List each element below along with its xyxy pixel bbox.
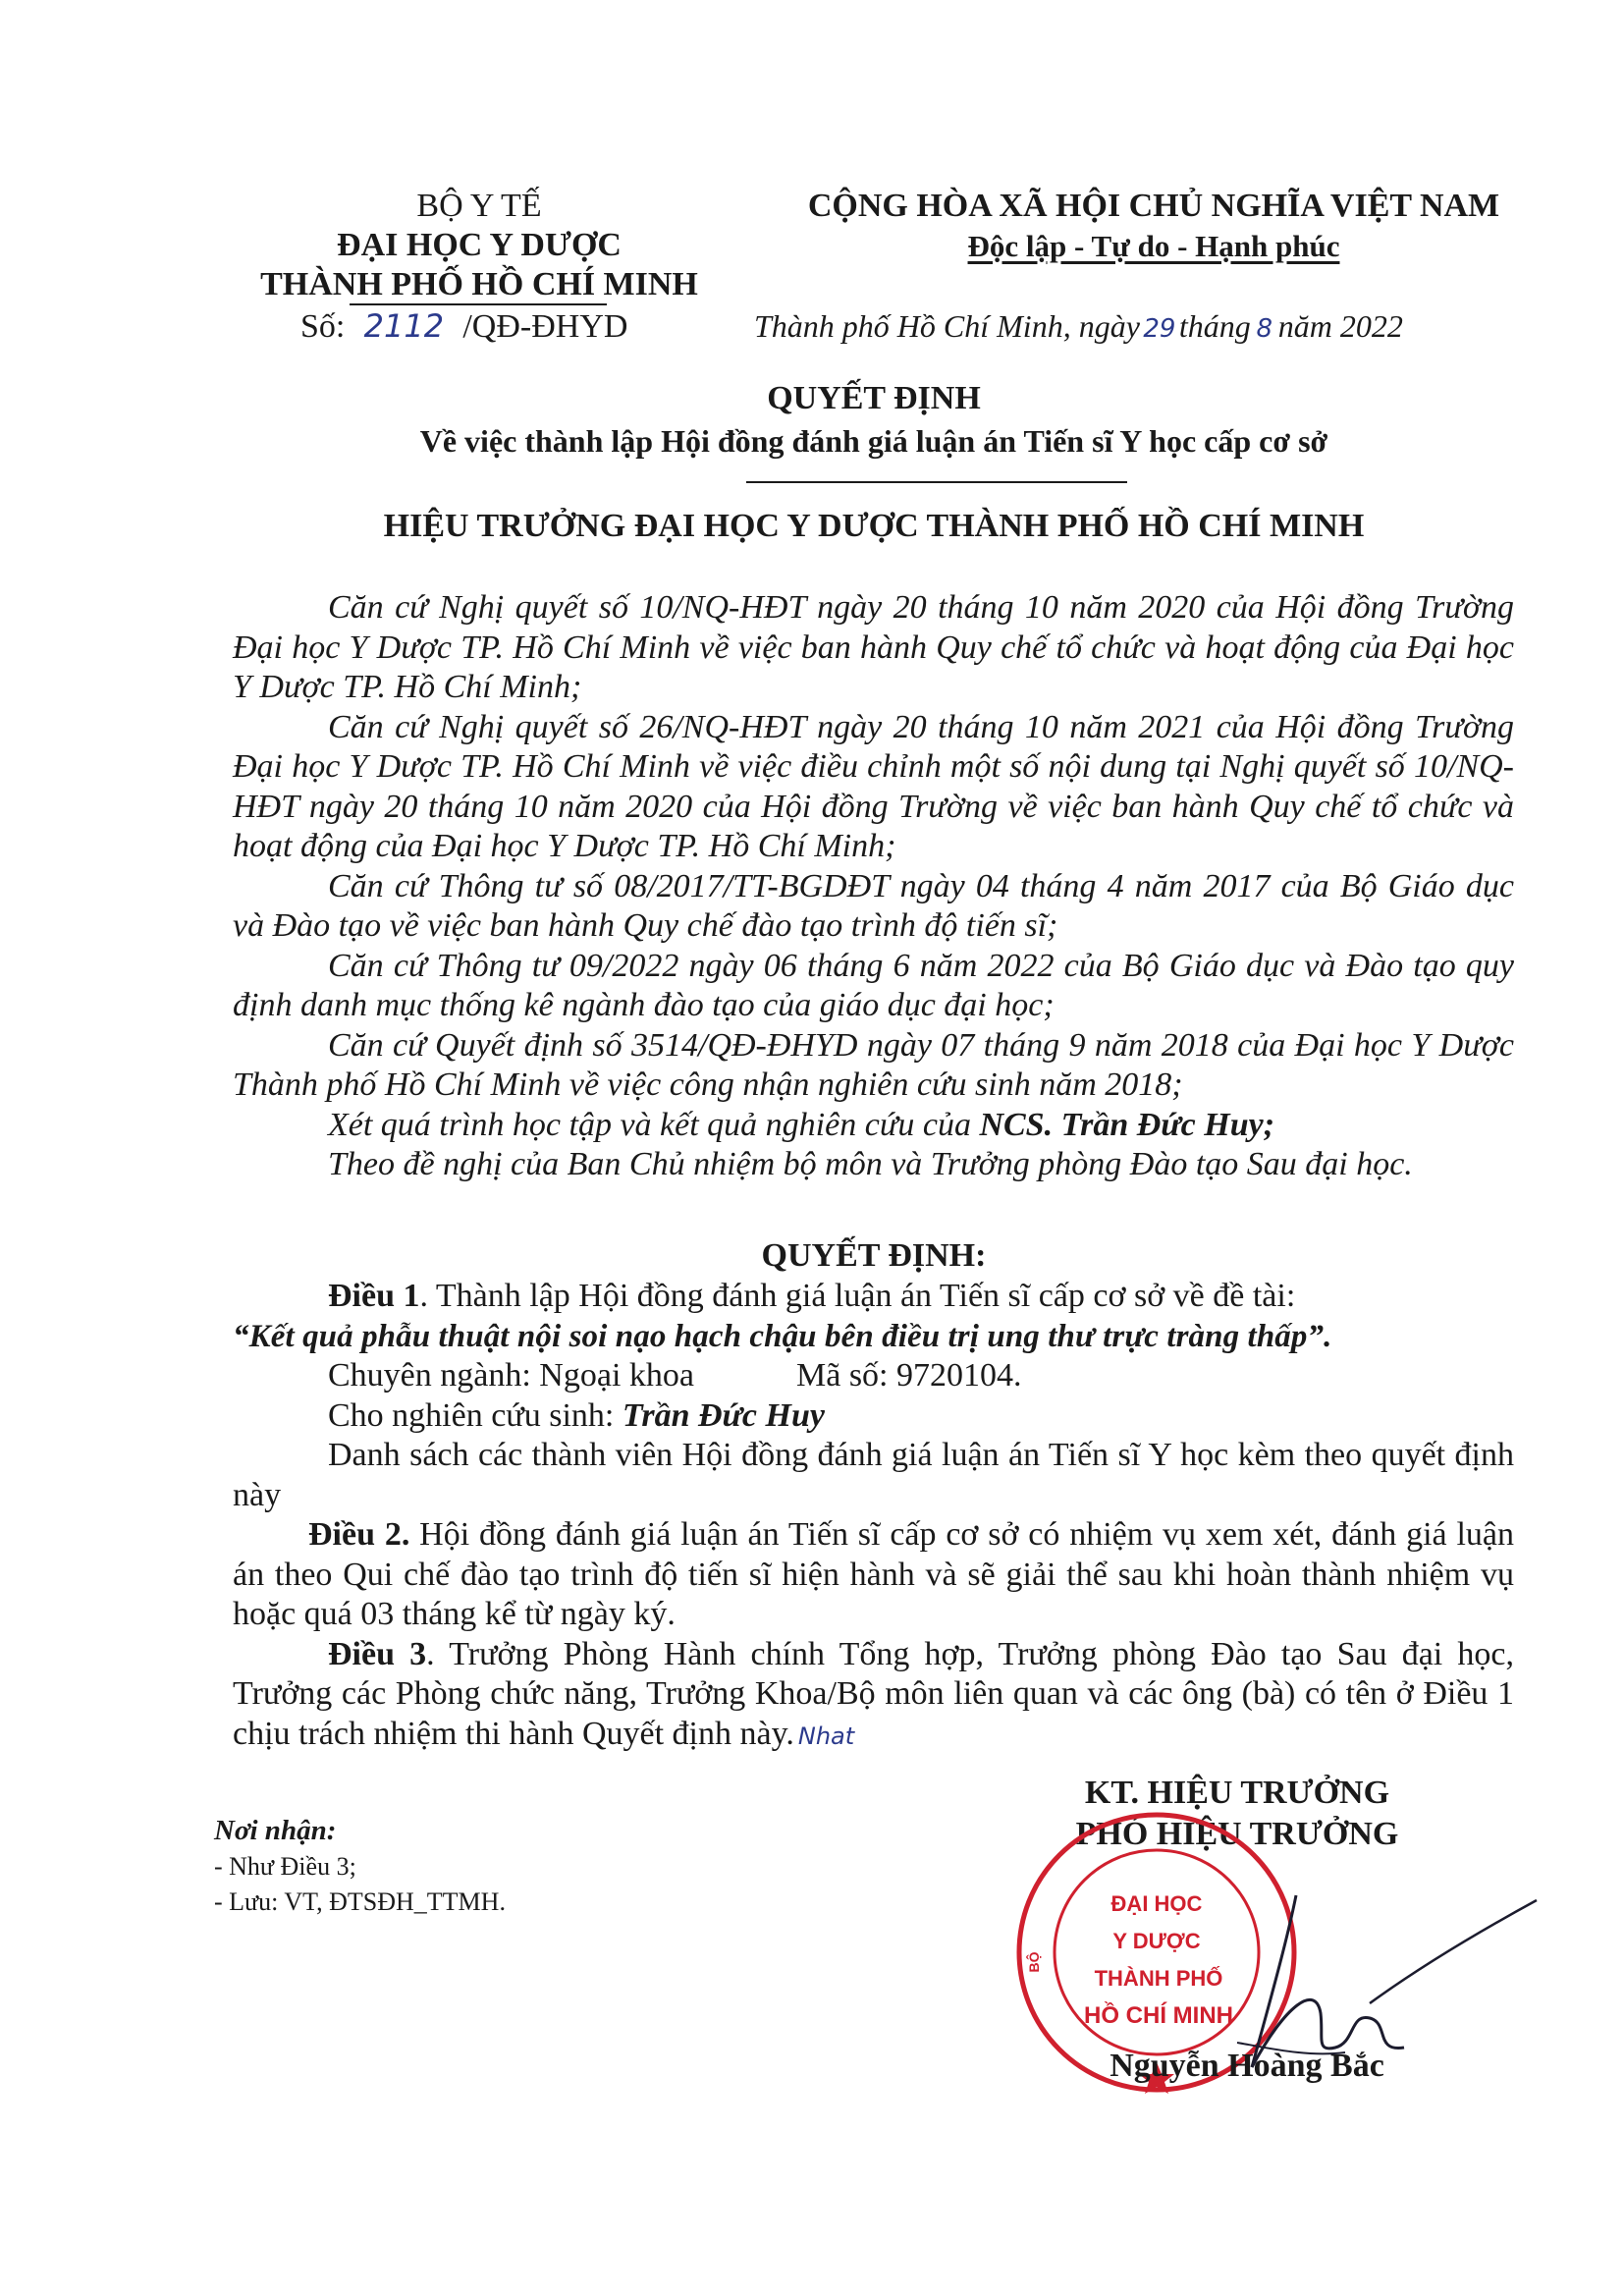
candidate-label: Cho nghiên cứu sinh: bbox=[328, 1396, 623, 1434]
preamble-item-1: Căn cứ Nghị quyết số 10/NQ-HĐT ngày 20 tháng 10 năm 2020 của Hội đồng Trường Đại học Y Dược TP. Hồ Chí Minh về việc ban hành Quy chế tổ chức và hoạt động của Đại học Y Dược TP. Hồ Chí Minh; bbox=[233, 589, 1514, 705]
stamp-line-2: Y DƯỢC bbox=[1112, 1929, 1201, 1953]
article-3-label: Điều 3 bbox=[328, 1635, 427, 1672]
proposal: Theo đề nghị của Ban Chủ nhiệm bộ môn và Trưởng phòng Đào tạo Sau đại học. bbox=[328, 1146, 1413, 1182]
article-2 bbox=[233, 1515, 1514, 1635]
decision-articles-heading: QUYẾT ĐỊNH: bbox=[761, 1237, 987, 1274]
candidate-reference: NCS. Trần Đức Huy; bbox=[979, 1106, 1275, 1143]
date-month-label: tháng bbox=[1178, 308, 1251, 344]
header-left-underline bbox=[350, 303, 607, 305]
major: Chuyên ngành: Ngoại khoa bbox=[328, 1357, 694, 1394]
signature-title-2: PHÓ HIỆU TRƯỞNG bbox=[1075, 1816, 1399, 1852]
recipient-item-2: - Lưu: VT, ĐTSĐH_TTMH. bbox=[214, 1887, 506, 1916]
ministry-name: BỘ Y TẾ bbox=[416, 188, 542, 224]
preamble-item-3: Căn cứ Thông tư số 08/2017/TT-BGDĐT ngày 04 tháng 4 năm 2017 của Bộ Giáo dục và Đào tạo về việc ban hành Quy chế đào tạo trình độ tiến sĩ; bbox=[233, 867, 1514, 944]
date-prefix: Thành phố Hồ Chí Minh, ngày bbox=[754, 308, 1140, 344]
major-code: Mã số: 9720104. bbox=[796, 1357, 1022, 1394]
issuing-authority: HIỆU TRƯỞNG ĐẠI HỌC Y DƯỢC THÀNH PHỐ HỒ CHÍ MINH bbox=[383, 508, 1365, 544]
date-day: 29 bbox=[1143, 314, 1176, 344]
university-name-line1: ĐẠI HỌC Y DƯỢC bbox=[337, 227, 622, 263]
recipients bbox=[214, 1812, 705, 1920]
document-number bbox=[300, 306, 713, 347]
issue-date bbox=[754, 306, 1569, 349]
stamp-line-4: HỒ CHÍ MINH bbox=[1084, 2002, 1233, 2029]
title-divider bbox=[746, 481, 1127, 483]
article-3-text: . Trưởng Phòng Hành chính Tổng hợp, Trưởng phòng Đào tạo Sau đại học, Trưởng các Phòng chức năng, Trưởng Khoa/Bộ môn liên quan và các ông (bà) có tên ở Điều 1 chịu trách nhiệm thi hành Quyết định này. bbox=[233, 1635, 1514, 1752]
decision-body bbox=[233, 1277, 1514, 1756]
doc-no-handwritten: 2112 bbox=[363, 307, 445, 345]
national-motto bbox=[756, 228, 1551, 265]
preamble-item-5: Căn cứ Quyết định số 3514/QĐ-ĐHYD ngày 07 tháng 9 năm 2018 của Đại học Y Dược Thành phố Hồ Chí Minh về việc công nhận nghiên cứu sinh năm 2018; bbox=[233, 1026, 1514, 1103]
article-3 bbox=[233, 1635, 1514, 1757]
members-note: Danh sách các thành viên Hội đồng đánh giá luận án Tiến sĩ Y học kèm theo quyết định này bbox=[233, 1437, 1514, 1513]
doc-no-suffix: /QĐ-ĐHYD bbox=[462, 308, 628, 345]
signer-name: Nguyễn Hoàng Bắc bbox=[1110, 2048, 1384, 2084]
article-2-text: Hội đồng đánh giá luận án Tiến sĩ cấp cơ sở có nhiệm vụ xem xét, đánh giá luận án theo Qui chế đào tạo trình độ tiến sĩ hiện hành và sẽ giải thể sau khi hoàn thành nhiệm vụ hoặc quá 03 tháng kể từ ngày ký. bbox=[233, 1516, 1514, 1632]
thesis-topic: “Kết quả phẫu thuật nội soi nạo hạch chậu bên điều trị ung thư trực tràng thấp”. bbox=[233, 1318, 1332, 1354]
preamble bbox=[233, 588, 1514, 1185]
candidate-line bbox=[233, 1396, 1514, 1437]
major-line bbox=[233, 1356, 1514, 1396]
signature-stroke-1 bbox=[1252, 1895, 1296, 2067]
article-1-text: . Thành lập Hội đồng đánh giá luận án Tiến sĩ cấp cơ sở về đề tài: bbox=[419, 1278, 1296, 1314]
signature-title-1: KT. HIỆU TRƯỞNG bbox=[1084, 1775, 1390, 1811]
recipients-label: Nơi nhận: bbox=[214, 1815, 337, 1846]
stamp-line-1: ĐẠI HỌC bbox=[1110, 1891, 1203, 1916]
article-1 bbox=[233, 1277, 1514, 1317]
article-3-initial: Nhat bbox=[797, 1722, 855, 1750]
signature-stroke-3 bbox=[1370, 1900, 1537, 2003]
decision-heading: QUYẾT ĐỊNH bbox=[767, 380, 981, 416]
stamp-side-text: BỘ bbox=[1026, 1951, 1042, 1973]
candidate-name: Trần Đức Huy bbox=[622, 1396, 825, 1434]
decision-subject: Về việc thành lập Hội đồng đánh giá luận án Tiến sĩ Y học cấp cơ sở bbox=[419, 423, 1328, 459]
date-month: 8 bbox=[1256, 314, 1273, 344]
article-1-label: Điều 1 bbox=[328, 1278, 420, 1314]
article-2-label: Điều 2. bbox=[308, 1516, 410, 1553]
stamp-line-3: THÀNH PHỐ bbox=[1094, 1966, 1223, 1991]
consideration-text: Xét quá trình học tập và kết quả nghiên cứu của bbox=[328, 1106, 980, 1143]
university-name-line2: THÀNH PHỐ HỒ CHÍ MINH bbox=[260, 266, 698, 302]
motto-text: Độc lập - Tự do - Hạnh phúc bbox=[967, 229, 1340, 263]
date-year: năm 2022 bbox=[1277, 308, 1403, 344]
preamble-item-4: Căn cứ Thông tư 09/2022 ngày 06 tháng 6 năm 2022 của Bộ Giáo dục và Đào tạo quy định danh mục thống kê ngành đào tạo của giáo dục đại học; bbox=[233, 947, 1514, 1023]
nation-name: CỘNG HÒA XÃ HỘI CHỦ NGHĨA VIỆT NAM bbox=[807, 188, 1500, 224]
preamble-item-2: Căn cứ Nghị quyết số 26/NQ-HĐT ngày 20 tháng 10 năm 2021 của Hội đồng Trường Đại học Y Dược TP. Hồ Chí Minh về việc điều chỉnh một số nội dung tại Nghị quyết số 10/NQ-HĐT ngày 20 tháng 10 năm 2020 của Hội đồng Trường về việc ban hành Quy chế tổ chức và hoạt động của Đại học Y Dược TP. Hồ Chí Minh; bbox=[233, 708, 1514, 864]
consideration bbox=[233, 1106, 1514, 1146]
recipient-item-1: - Như Điều 3; bbox=[214, 1852, 356, 1881]
doc-no-label: Số: bbox=[300, 308, 346, 345]
